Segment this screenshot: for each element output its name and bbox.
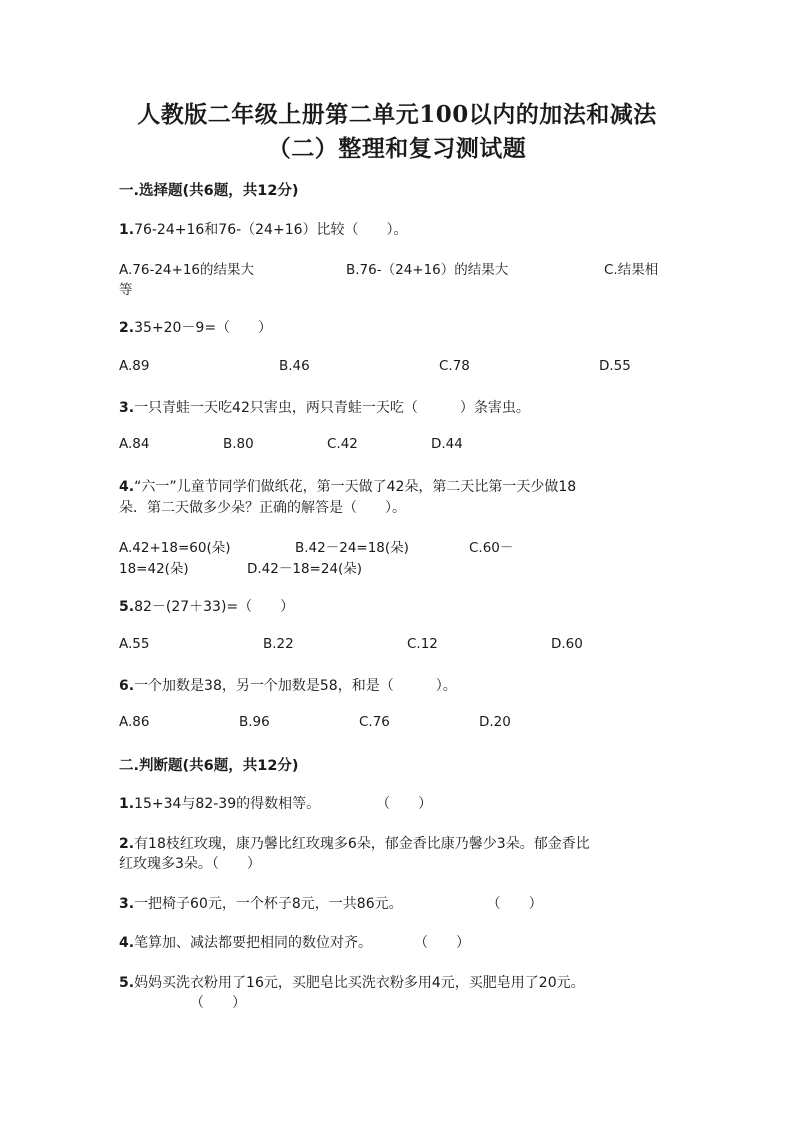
question-text: “六一”儿童节同学们做纸花，第一天做了42朵，第二天比第一天少做18 — [134, 479, 577, 495]
option-d: D.42－18=24(朵) — [247, 561, 363, 577]
question-text: 35+20－9=（ ） — [134, 320, 273, 336]
option-c: C.78 — [439, 358, 470, 374]
judgement-question-2-continued: 红玫瑰多3朵。（ ） — [119, 856, 261, 872]
option-a: A.84 — [119, 436, 150, 452]
question-4 — [119, 476, 576, 496]
judgement-question-5 — [119, 972, 585, 992]
option-c: C.60－ — [469, 540, 514, 556]
question-4-continued: 朵．第二天做多少朵？正确的解答是（ ）。 — [119, 500, 406, 516]
option-c: C.42 — [327, 436, 358, 452]
question-number: 5. — [119, 975, 135, 991]
option-c: C.76 — [359, 714, 390, 730]
question-text: 一个加数是38，另一个加数是58，和是（ ）。 — [134, 678, 457, 694]
question-number: 3. — [119, 400, 135, 416]
option-c: C.结果相 — [604, 262, 659, 278]
option-a: A.76-24+16的结果大 — [119, 262, 255, 278]
question-6 — [119, 675, 457, 695]
judgement-question-5-answer-blank: （ ） — [190, 995, 246, 1011]
page-title-line-1: 人教版二年级上册第二单元100以内的加法和减法 — [137, 101, 657, 128]
judgement-question-3 — [119, 893, 543, 913]
judgement-question-1 — [119, 793, 432, 813]
question-number: 5. — [119, 599, 135, 615]
question-5 — [119, 596, 294, 616]
question-text: 有18枝红玫瑰，康乃馨比红玫瑰多6朵，郁金香比康乃馨少3朵。郁金香比 — [134, 836, 590, 852]
option-c-wrap: 等 — [119, 282, 133, 298]
option-a: A.86 — [119, 714, 150, 730]
option-b: B.42－24=18(朵) — [295, 540, 409, 556]
option-d: D.44 — [431, 436, 463, 452]
question-number: 4. — [119, 479, 135, 495]
question-3 — [119, 397, 530, 417]
question-text: 妈妈买洗衣粉用了16元，买肥皂比买洗衣粉多用4元，买肥皂用了20元。 — [134, 975, 585, 991]
section-heading-choice: 一.选择题(共6题，共12分) — [119, 183, 299, 199]
question-number: 1. — [119, 222, 135, 238]
option-a: A.89 — [119, 358, 150, 374]
option-b: B.96 — [239, 714, 270, 730]
question-text: 82－(27＋33)=（ ） — [134, 599, 295, 615]
option-d: D.60 — [551, 636, 583, 652]
judgement-question-2 — [119, 833, 590, 853]
question-number: 4. — [119, 935, 135, 951]
judgement-question-4 — [119, 932, 470, 952]
page-title-line-2: （二）整理和复习测试题 — [267, 135, 527, 162]
question-text: 15+34与82-39的得数相等。 （ ） — [134, 796, 433, 812]
question-number: 2. — [119, 320, 135, 336]
option-c-wrap: 18=42(朵) — [119, 561, 189, 577]
question-1 — [119, 219, 408, 239]
question-number: 2. — [119, 836, 135, 852]
question-number: 1. — [119, 796, 135, 812]
option-c: C.12 — [407, 636, 438, 652]
section-heading-judgement: 二.判断题(共6题，共12分) — [119, 758, 299, 774]
option-d: D.20 — [479, 714, 511, 730]
option-b: B.76-（24+16）的结果大 — [346, 262, 509, 278]
question-number: 3. — [119, 896, 135, 912]
question-text: 一把椅子60元，一个杯子8元，一共86元。 （ ） — [134, 896, 543, 912]
option-b: B.80 — [223, 436, 254, 452]
question-text: 76-24+16和76-（24+16）比较（ ）。 — [134, 222, 408, 238]
option-b: B.22 — [263, 636, 294, 652]
question-number: 6. — [119, 678, 135, 694]
question-2 — [119, 317, 272, 337]
option-a: A.42+18=60(朵) — [119, 540, 231, 556]
option-b: B.46 — [279, 358, 310, 374]
question-text: 笔算加、减法都要把相同的数位对齐。 （ ） — [134, 935, 471, 951]
question-text: 一只青蛙一天吃42只害虫，两只青蛙一天吃（ ）条害虫。 — [134, 400, 530, 416]
option-a: A.55 — [119, 636, 150, 652]
option-d: D.55 — [599, 358, 631, 374]
